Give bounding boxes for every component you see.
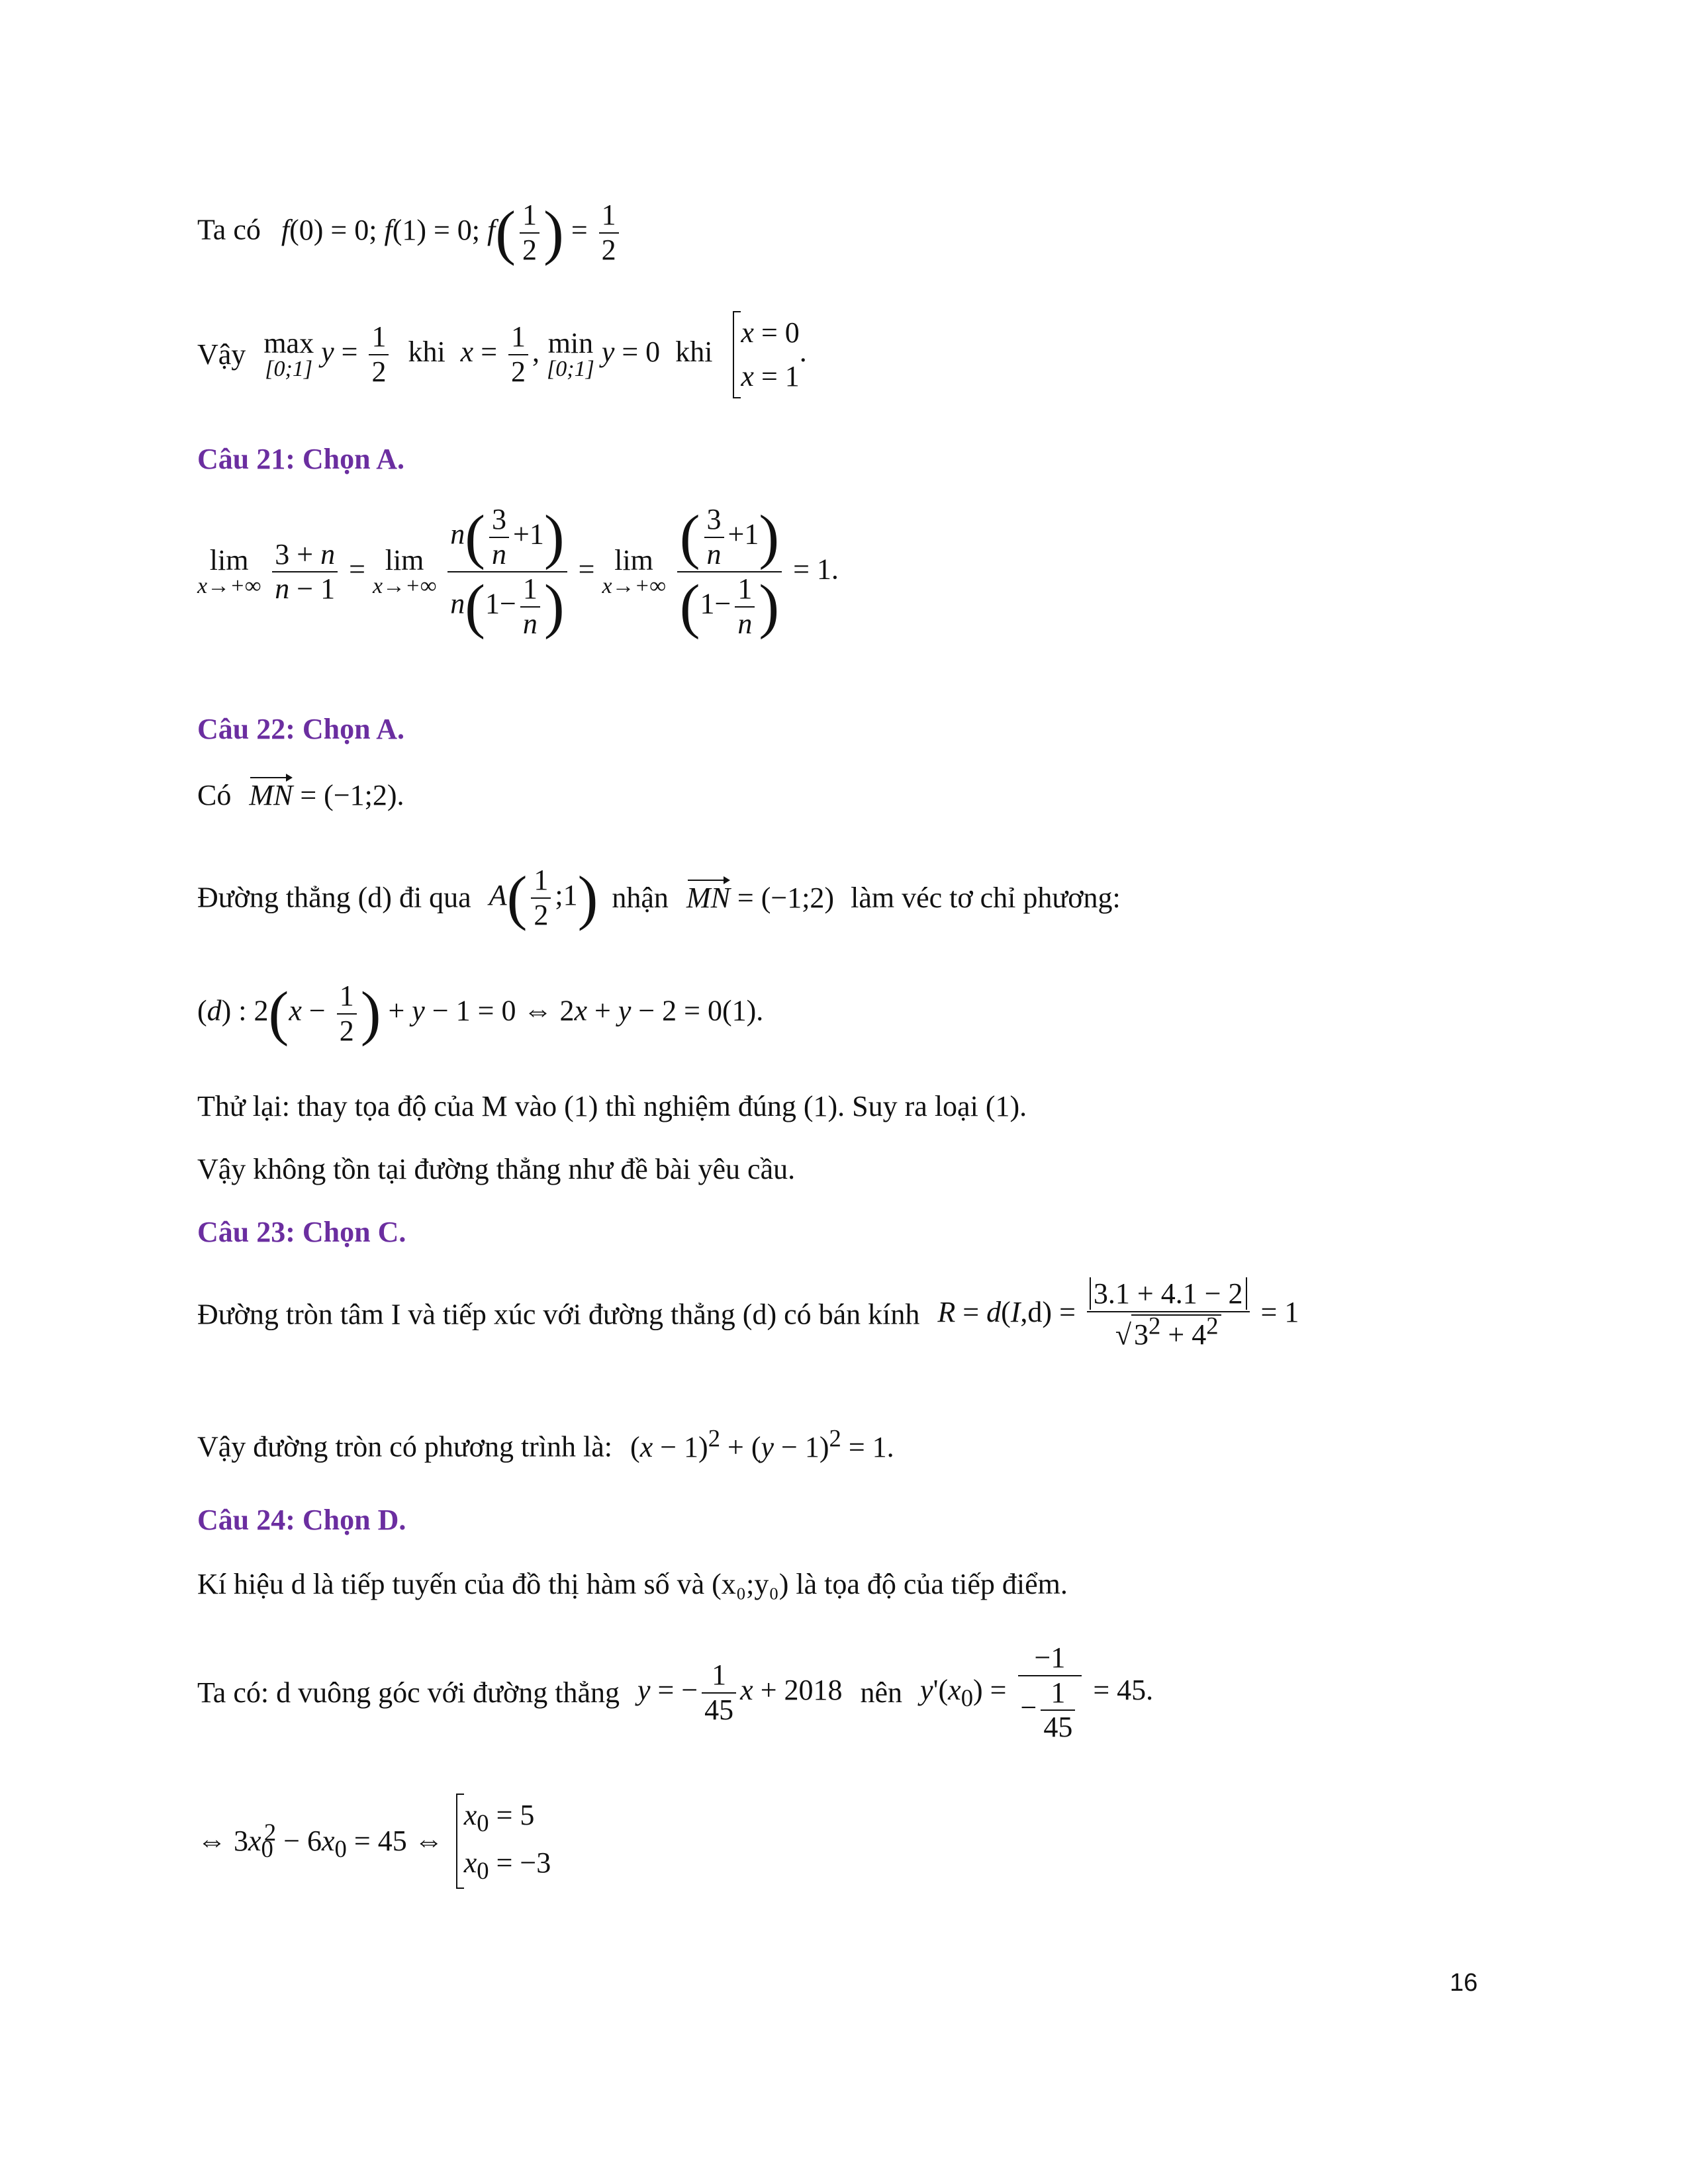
- page-number: 16: [1450, 1969, 1478, 1997]
- text-dt-c: làm véc tơ chỉ phương:: [851, 881, 1121, 914]
- text-khi-2: khi: [675, 336, 713, 369]
- line-co-mn: Có MN = (−1;2).: [197, 779, 404, 811]
- line-pt-duong-tron: Vậy đường tròn có phương trình là: $(x - 1)^2 + (y - 1)^2 = 1$.: [197, 1424, 894, 1463]
- line-vay-max-min: [197, 311, 807, 398]
- text-ki-hieu: Kí hiệu d là tiếp tuyến của đồ thị hàm số và (x₀;y₀) là tọa độ của tiếp điểm.: [197, 1568, 1068, 1600]
- text-nen: nên: [860, 1676, 903, 1709]
- text-duong-tron: Đường tròn tâm I và tiếp xúc với đường thẳng (d) có bán kính: [197, 1298, 920, 1331]
- heading-cau-22: Câu 22: Chọn A.: [197, 713, 404, 745]
- line-vuong-goc: Ta có: d vuông góc với đường thẳng y = − $\frac{1}{45}$ x + 2018 nên $y'(x_0)$ = −1 − $\frac{1}{45}$ = 45.: [197, 1641, 1154, 1744]
- line-ta-co-f: [197, 199, 623, 267]
- text-khi-1: khi: [408, 336, 445, 369]
- formula-max-min: max [0;1] y = $\frac{1}{2}$ khi x = $\frac{1}{2}$ , min [0;1] y = 0 khi x = 0 x = 1 .: [263, 336, 806, 368]
- line-duong-thang-d: Đường thẳng (d) đi qua A( $\frac{1}{2}$ ;1) nhận MN = (−1;2) làm véc tơ chỉ phương:: [197, 863, 1121, 931]
- text-thu-lai: Thử lại: thay tọa độ của M vào (1) thì nghiệm đúng (1). Suy ra loại (1).: [197, 1090, 1027, 1122]
- line-duong-tron-ban-kinh: Đường tròn tâm I và tiếp xúc với đường thẳng (d) có bán kính R = d(I,d) = $\frac{3.1 + 4.1 - 2}{√3^2 + 4^2}$ = 1: [197, 1277, 1299, 1351]
- heading-cau-23: Câu 23: Chọn C.: [197, 1216, 406, 1248]
- text-khong-ton-tai: Vậy không tồn tại đường thẳng như đề bài yêu cầu.: [197, 1153, 796, 1185]
- formula-f-values: f(0) = 0; f(1) = 0; f( $\frac{1}{2}$ ) = $\frac{1}{2}$: [281, 214, 623, 246]
- text-ta-co-2: Ta có: d vuông góc với đường thẳng: [197, 1676, 620, 1709]
- formula-limit-q21: lim x→+∞ $\frac{3 + n}{n - 1}$ = lim x→+∞ n( $\frac{3}{n}$ +1) n(1− $\frac{1}{n}$ ) = lim x→+∞ ( $\frac{3}{n}$ +1) (1− $\frac{1}{n}$ ) = 1.: [197, 502, 839, 640]
- text-vay: Vậy: [197, 338, 246, 371]
- heading-cau-24: Câu 24: Chọn D.: [197, 1504, 406, 1536]
- text-dt-a: Đường thẳng (d) đi qua: [197, 881, 471, 914]
- text-dt-b: nhận: [612, 881, 669, 914]
- text-co: Có: [197, 779, 232, 811]
- text-ta-co: Ta có: [197, 213, 261, 246]
- formula-solve-x0: ⇔ $3x_0^2 - 6x_0 = 45$ ⇔ $x_0 = 5$ $x_0 = -3$: [197, 1794, 551, 1889]
- text-pt-tron: Vậy đường tròn có phương trình là:: [197, 1430, 613, 1463]
- heading-cau-21: Câu 21: Chọn A.: [197, 443, 404, 475]
- formula-line-d: (d) : 2(x − $\frac{1}{2}$ ) + y − 1 = 0 ⇔ 2x + y − 2 = 0(1).: [197, 979, 764, 1047]
